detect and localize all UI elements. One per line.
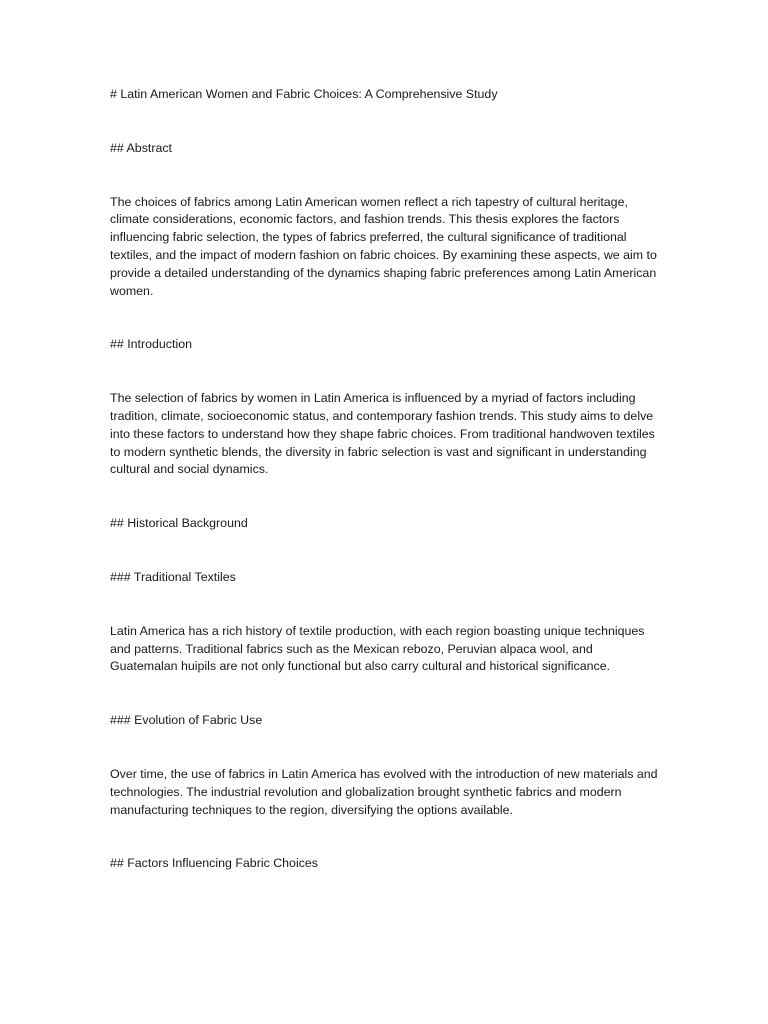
evolution-paragraph: Over time, the use of fabrics in Latin America has evolved with the introduction of new materials and technologies. The industrial revolution and globalization brought synthetic fabrics and modern manufacturing techniques to the region, diversifying the options available.	[110, 766, 658, 817]
evolution-heading: ### Evolution of Fabric Use	[110, 713, 263, 728]
traditional-textiles-paragraph: Latin America has a rich history of textile production, with each region boasting unique techniques and patterns. Traditional fabrics such as the Mexican rebozo, Peruvian alpaca wool, and Guatemalan huipils are not only functional but also carry cultural and historical significance.	[110, 623, 645, 674]
historical-background-heading: ## Historical Background	[110, 516, 248, 531]
introduction-heading: ## Introduction	[110, 337, 192, 352]
abstract-heading: ## Abstract	[110, 140, 172, 155]
traditional-textiles-heading: ### Traditional Textiles	[110, 569, 236, 584]
document-body	[110, 86, 662, 909]
abstract-paragraph: The choices of fabrics among Latin American women reflect a rich tapestry of cultural heritage, climate considerations, economic factors, and fashion trends. This thesis explores the factors influencing fabric selection, the types of fabrics preferred, the cultural significance of traditional textiles, and the impact of modern fashion on fabric choices. By examining these aspects, we aim to provide a detailed understanding of the dynamics shaping fabric preferences among Latin American women.	[110, 194, 657, 298]
introduction-paragraph: The selection of fabrics by women in Latin America is influenced by a myriad of factors including tradition, climate, socioeconomic status, and contemporary fashion trends. This study aims to delve into these factors to understand how they shape fabric choices. From traditional handwoven textiles to modern synthetic blends, the diversity in fabric selection is vast and significant in understanding cultural and social dynamics.	[110, 391, 655, 477]
factors-heading: ## Factors Influencing Fabric Choices	[110, 856, 318, 871]
document-title: # Latin American Women and Fabric Choices: A Comprehensive Study	[110, 87, 498, 101]
